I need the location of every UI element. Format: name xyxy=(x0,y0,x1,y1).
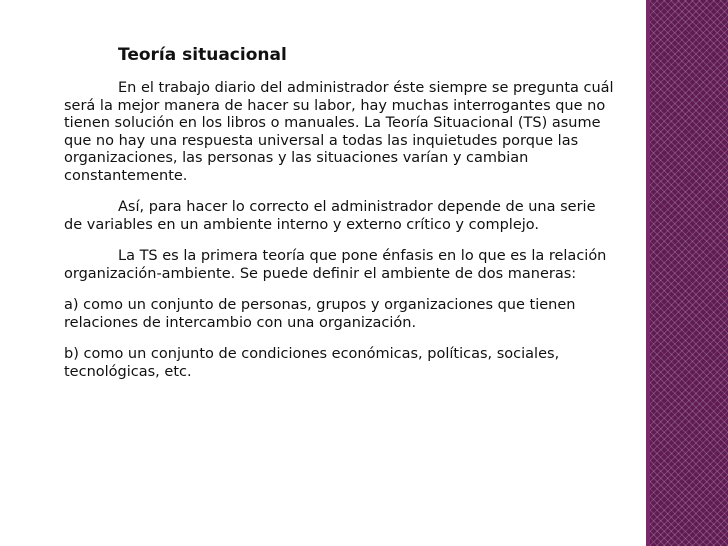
slide-body xyxy=(64,44,616,395)
paragraph-variables: Así, para hacer lo correcto el administrador depende de una serie de variables en un ambiente interno y externo crítico y complejo. xyxy=(64,199,596,233)
paragraph-relation: La TS es la primera teoría que pone énfasis en lo que es la relación organización-ambiente. Se puede definir el ambiente de dos maneras: xyxy=(64,248,607,282)
decorative-sidebar xyxy=(650,0,728,546)
slide-title: Teoría situacional xyxy=(118,45,287,65)
paragraph-intro: En el trabajo diario del administrador éste siempre se pregunta cuál será la mejor manera de hacer su labor, hay muchas interrogantes que no tienen solución en los libros o manuales. La Teoría Situacional (TS) asume que no hay una respuesta universal a todas las inquietudes porque las organizaciones, las personas y las situaciones varían y cambian constantemente. xyxy=(64,80,614,184)
paragraph-definition-a: a) como un conjunto de personas, grupos y organizaciones que tienen relaciones de intercambio con una organización. xyxy=(64,297,576,331)
paragraph-definition-b: b) como un conjunto de condiciones económicas, políticas, sociales, tecnológicas, etc. xyxy=(64,346,560,380)
